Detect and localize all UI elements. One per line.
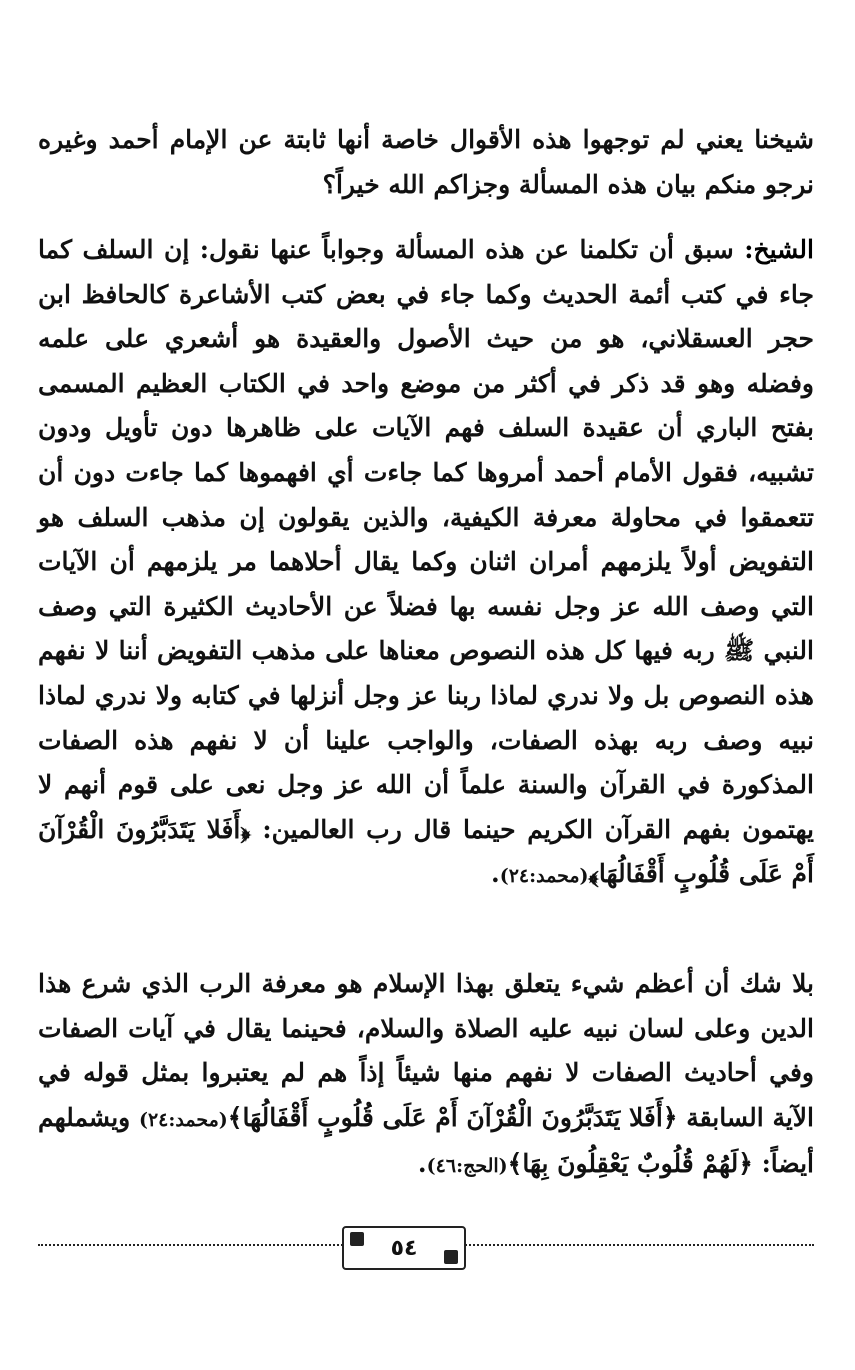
verse-reference: (محمد:٢٤) (499, 865, 589, 888)
verse-reference-1: (محمد:٢٤) (138, 1108, 228, 1131)
question-text: شيخنا يعني لم توجهوا هذه الأقوال خاصة أنها ثابتة عن الإمام أحمد وغيره نرجو منكم بيان هذه المسألة وجزاكم الله خيراً؟ (38, 125, 814, 199)
quran-verse: ﴿أَفَلا يَتَدَبَّرُونَ الْقُرْآنَ أَمْ عَلَى قُلُوبٍ أَقْفَالُهَا﴾ (38, 814, 814, 889)
quran-verse-1: ﴿أَفَلا يَتَدَبَّرُونَ الْقُرْآنَ أَمْ عَلَى قُلُوبٍ أَقْفَالُهَا﴾ (227, 1102, 678, 1132)
quran-verse-2: ﴿لَهُمْ قُلُوبٌ يَعْقِلُونَ بِهَا﴾ (507, 1149, 753, 1179)
page-number-ornament (342, 1226, 466, 1270)
answer-end: . (491, 859, 500, 889)
verse-reference-2: (الحج:٤٦) (426, 1155, 508, 1178)
conclusion-paragraph (38, 962, 814, 1189)
conclusion-middle: ويشملهم أيضاً: (38, 1102, 814, 1179)
speaker-label: الشيخ: (744, 235, 814, 264)
page-number: ٥٤ (390, 1235, 418, 1261)
conclusion-body: بلا شك أن أعظم شيء يتعلق بهذا الإسلام هو معرفة الرب الذي شرع هذا الدين وعلى لسان نبيه عليه الصلاة والسلام، فحينما يقال في آيات الصفات وفي أحاديث الصفات لا نفهم منها شيئاً إذاً هم لم يعتبروا بمثل قوله في الآية السابقة (38, 969, 815, 1132)
answer-paragraph (38, 228, 814, 899)
question-paragraph (38, 118, 814, 207)
answer-body: سبق أن تكلمنا عن هذه المسألة وجواباً عنها نقول: إن السلف كما جاء في كتب أئمة الحديث وكما جاء في بعض كتب الأشاعرة كالحافظ ابن حجر العسقلاني، هو من حيث الأصول والعقيدة هو أشعري على علمه وفضله وهو قد ذكر في أكثر من موضع واحد في الكتاب العظيم المسمى بفتح الباري أن عقيدة السلف فهم الآيات على ظاهرها دون تأويل ودون تشبيه، فقول الأمام أحمد أمروها كما جاءت أي افهموها كما جاءت دون أن تتعمقوا في محاولة معرفة الكيفية، والذين يقولون إن مذهب السلف هو التفويض أولاً يلزمهم أمران اثنان وكما يقال أحلاهما مر يلزمهم أن الآيات التي وصف الله عز وجل نفسه بها فضلاً عن الأحاديث الكثيرة التي وصف النبي ﷺ ربه فيها كل هذه النصوص معناها على مذهب التفويض أننا لا نفهم هذه النصوص بل ولا ندري لماذا ربنا عز وجل أنزلها في كتابه ولا ندري لماذا نبيه وصف ربه بهذه الصفات، والواجب علينا أن لا نفهم هذه الصفات المذكورة في القرآن والسنة علماً أن الله عز وجل نعى على قوم أنهم لا يهتمون بفهم القرآن الكريم حينما قال رب العالمين: (38, 235, 814, 844)
conclusion-end: . (417, 1149, 427, 1179)
